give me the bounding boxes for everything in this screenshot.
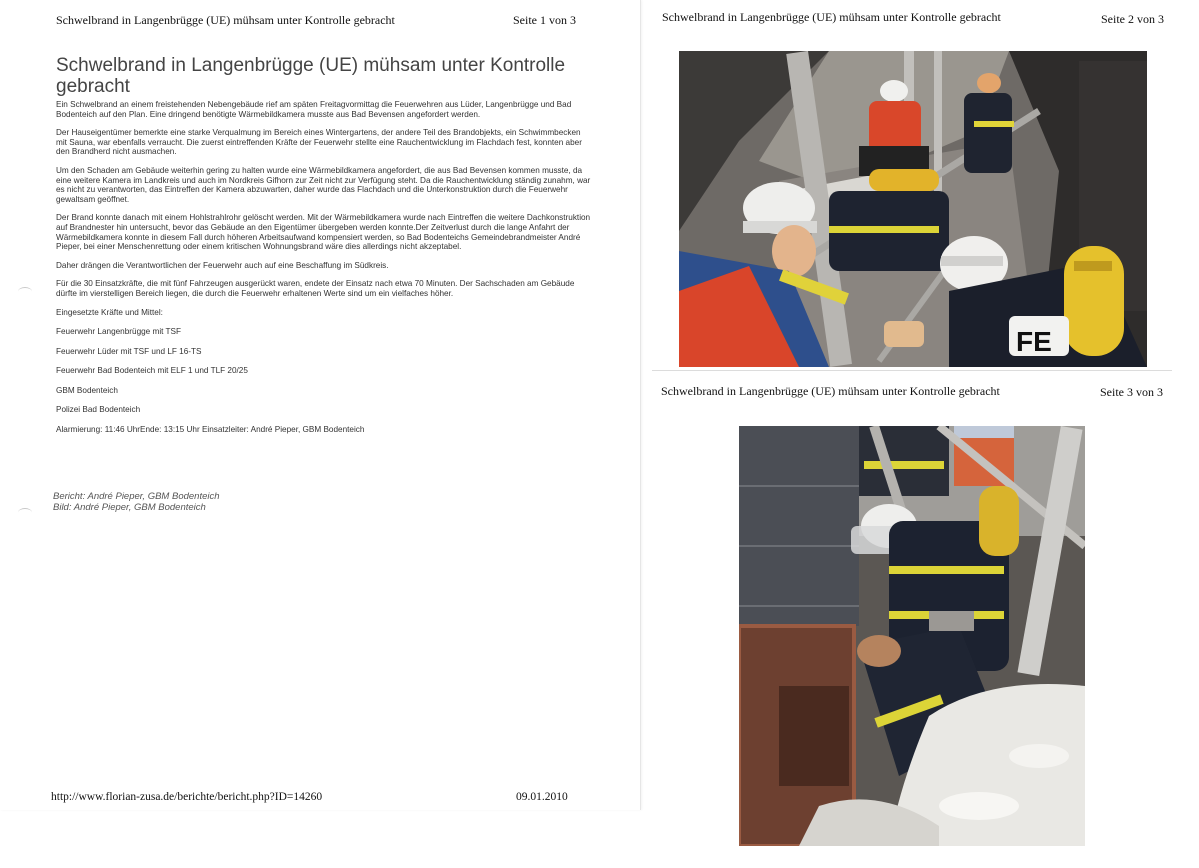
footer-url: http://www.florian-zusa.de/berichte/bericht.php?ID=14260 (51, 791, 323, 803)
punch-hole-mark (18, 508, 32, 517)
page-header-title: Schwelbrand in Langenbrügge (UE) mühsam unter Kontrolle gebracht (56, 13, 395, 27)
paragraph: Ein Schwelbrand an einem freistehenden Nebengebäude rief am späten Freitagvormittag die Feuerwehren aus Lüder, Langenbrügge und Bad Bodenteich auf den Plan. Eine dringend benötigte Wärmebildkamera musste aus Bad Bevensen angefordert werden. (56, 100, 572, 119)
article-body (56, 100, 591, 445)
unit-item: Feuerwehr Bad Bodenteich mit ELF 1 und TLF 20/25 (56, 366, 248, 376)
credits (53, 491, 220, 513)
paragraph: Der Hauseigentümer bemerkte eine starke Verqualmung im Bereich eines Wintergartens, der andere Teil des Brandobjekts, ein Schwimmbecken mit Sauna, war ebenfalls verraucht. Die zuerst eintreffenden Kräfte der Feuerwehr stellte eine Rauchentwicklung im Flachdach fest, konnten aber den Brandherd nicht ausmachen. (56, 128, 582, 157)
page-number: Seite 3 von 3 (1100, 385, 1163, 399)
units-heading: Eingesetzte Kräfte und Mittel: (56, 307, 163, 317)
paragraph: Für die 30 Einsatzkräfte, die mit fünf Fahrzeugen ausgerückt waren, endete der Einsatz nach etwa 70 Minuten. Der Sachschaden am Gebäude dürfte im vierstelligen Bereich liegen, die durch die Feuerwehr erhaltenen Werte sind um ein vielfaches höher. (56, 279, 575, 298)
unit-item: Feuerwehr Langenbrügge mit TSF (56, 327, 182, 337)
rescue-photo (739, 426, 1085, 846)
punch-hole-mark (18, 287, 32, 296)
report-credit: Bericht: André Pieper, GBM Bodenteich (53, 491, 220, 502)
paragraph: Daher drängen die Verantwortlichen der Feuerwehr auch auf eine Beschaffung im Südkreis. (56, 260, 389, 270)
unit-item: Feuerwehr Lüder mit TSF und LF 16-TS (56, 346, 202, 356)
page-number: Seite 2 von 3 (1101, 12, 1164, 26)
paragraph: Der Brand konnte danach mit einem Hohlstrahlrohr gelöscht werden. Mit der Wärmebildkamera wurde nach Eintreffen die weitere Dachkonstruktion auf Brandnester hin untersucht, bevor das Gebäude an den Eigentümer übergeben werden konnte.Der Zeitverlust durch die lange Anfahrt der Wärmebildkamera konnte in diesem Fall durch höheren Arbeitsaufwand kompensiert werden, so Bad Bodenteichs Gemeindebrandmeister André Pieper, bei einer Menschenrettung oder einem kritischen Wohnungsbrand wäre dies allerdings nicht akzeptabel. (56, 213, 591, 252)
unit-item: Polizei Bad Bodenteich (56, 405, 141, 415)
helmet-label-text: FE (1016, 326, 1052, 357)
firefighters-photo (679, 51, 1147, 367)
image-credit: Bild: André Pieper, GBM Bodenteich (53, 502, 206, 513)
unit-item: GBM Bodenteich (56, 385, 118, 395)
document-page-2 (652, 0, 1172, 371)
paragraph: Um den Schaden am Gebäude weiterhin gering zu halten wurde eine Wärmebildkamera angefordert, die aus Bad Bevensen kommen musste, da eine weitere Kamera im Landkreis und auch im Nordkreis Gifhorn zur Zeit nicht zur Verfügung steht. Da die Rauchentwicklung ständig zunahm, war es nicht zu verantworten, das Eintreffen der Kamera abzuwarten, daher wurde das Flachdach und die Unterkonstruktion durch die Feuerwehr gewaltsam geöffnet. (56, 165, 591, 204)
alarm-info: Alarmierung: 11:46 UhrEnde: 13:15 Uhr Einsatzleiter: André Pieper, GBM Bodenteich (56, 425, 365, 435)
document-page-1 (0, 0, 641, 810)
page-header-title: Schwelbrand in Langenbrügge (UE) mühsam unter Kontrolle gebracht (662, 10, 1001, 24)
page-number: Seite 1 von 3 (513, 13, 576, 27)
document-page-3 (652, 374, 1172, 868)
article-title: Schwelbrand in Langenbrügge (UE) mühsam unter Kontrolle gebracht (56, 55, 566, 97)
footer-date: 09.01.2010 (516, 791, 568, 803)
page-header-title: Schwelbrand in Langenbrügge (UE) mühsam unter Kontrolle gebracht (661, 384, 1000, 398)
